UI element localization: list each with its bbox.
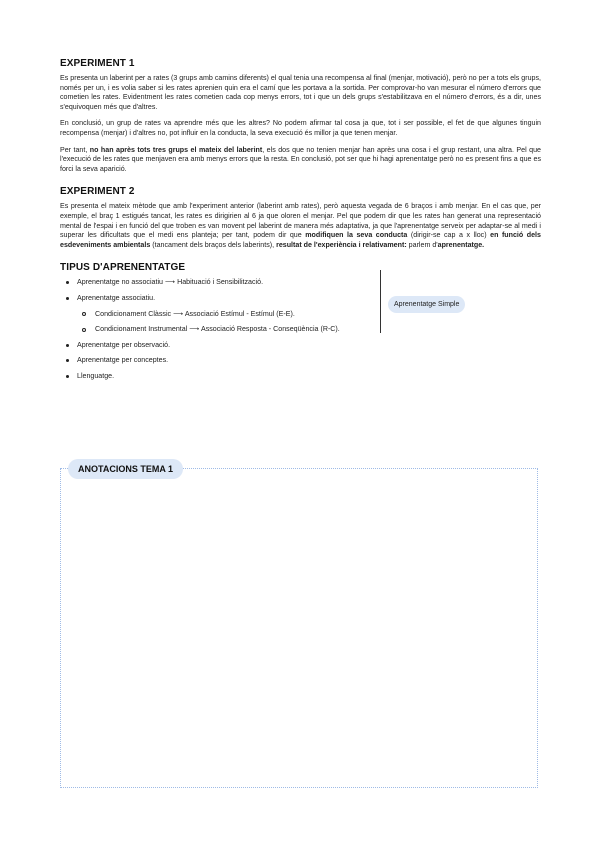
aprenentatge-simple-badge: Aprenentatge Simple: [388, 296, 465, 313]
experiment1-paragraph-1: Es presenta un laberint per a rates (3 grups amb camins diferents) el qual tenia una recompensa al final (menjar, motivació), però no per a tots els grups, només per un, i es volia saber si les rates aprenien quin era el camí que les portava a la sortida. Per comprovar-ho van mesurar el número d'errors que cometien les rates. Evidentment les rates cometien cada cop menys errors, tot i que un dels grups s'estabilitzava en el número d'errors, és a dir, unes s'equivoquen més que d'altres.: [60, 74, 541, 111]
experiment2-title: EXPERIMENT 2: [60, 186, 135, 198]
list-item: Aprenentatge per conceptes.: [60, 356, 541, 366]
experiment1-paragraph-2: En conclusió, un grup de rates va aprendre més que les altres? No podem afirmar tal cosa ja que, tot i ser possible, el fet de que algunes tinguin recompensa (menjar) i d'altres no, pot influir en la conducta, la seva execució és millor ja que tenen menjar.: [60, 119, 541, 137]
list-item: Aprenentatge no associatiu ⟶ Habituació i Sensibilització.: [60, 278, 541, 288]
experiment2-paragraph: [60, 202, 541, 250]
experiment2-bold-d: en funció dels esdeveniments ambientals: [60, 231, 541, 249]
experiment2-bold-f: resultat de l'experiència i relativament:: [276, 240, 407, 249]
experiment1-section: [60, 58, 541, 174]
tipus-title: TIPUS D'APRENENTATGE: [60, 262, 186, 274]
list-item-label: Aprenentatge associatiu.: [77, 293, 156, 302]
experiment2-text-a: Es presenta el mateix mètode que amb l'experiment anterior (laberint amb rates), però aquesta vegada de 6 braços i amb menjar. En el cas que, per exemple, el braç 1 estigués tancat, les rates es dirigirien al 6 ja que oloren el menjar. Pel que podem dir que les rates han generat una representació mental de l'espai i en funció del que troben es van movent pel laberint de manera més adaptativa, ja que l'aprenentatge serveix per adaptar-se al medi i superar les dificultats que el medi ens planteja; per tant, podem dir que: [60, 202, 541, 240]
experiment2-text-g: parlem d': [406, 240, 438, 249]
experiment1-p3-end: , els dos que no tenien menjar han après una cosa i el grup restant, una altra. Pel que l'execució de les rates que menjaven era amb menys errors que la resta. En conclusió, pot ser que hi hagi aprenentatge però no es present fins a que es forci la seva aparició.: [60, 145, 541, 173]
sub-list: [77, 310, 541, 335]
tipus-section: [60, 262, 541, 381]
bracket-line: [380, 270, 381, 333]
experiment1-paragraph-3: [60, 146, 541, 175]
experiment2-text-e: (tancament dels braços dels laberints),: [150, 240, 277, 249]
list-item: Llenguatge.: [60, 372, 541, 382]
sub-list-item: Condicionament Clàssic ⟶ Associació Estímul - Estímul (E-E).: [77, 310, 541, 320]
notes-title: ANOTACIONS TEMA 1: [68, 459, 183, 479]
document-body: [60, 58, 541, 387]
list-item: Aprenentatge per observació.: [60, 341, 541, 351]
experiment2-bold-h: aprenentatge.: [437, 240, 485, 249]
experiment1-title: EXPERIMENT 1: [60, 58, 135, 69]
sub-list-item: Condicionament Instrumental ⟶ Associació Resposta - Conseqüència (R-C).: [77, 325, 541, 335]
list-item-associatiu: [60, 294, 541, 335]
experiment2-section: [60, 186, 541, 250]
experiment2-text-c: (dirigir-se cap a x lloc): [407, 231, 491, 240]
experiment2-bold-b: modifiquen la seva conducta: [305, 231, 408, 240]
notes-box[interactable]: [60, 468, 538, 788]
tipus-list: [60, 278, 541, 381]
experiment1-p3-start: Per tant,: [60, 145, 90, 154]
experiment1-p3-bold: no han après tots tres grups el mateix del laberint: [89, 145, 263, 154]
